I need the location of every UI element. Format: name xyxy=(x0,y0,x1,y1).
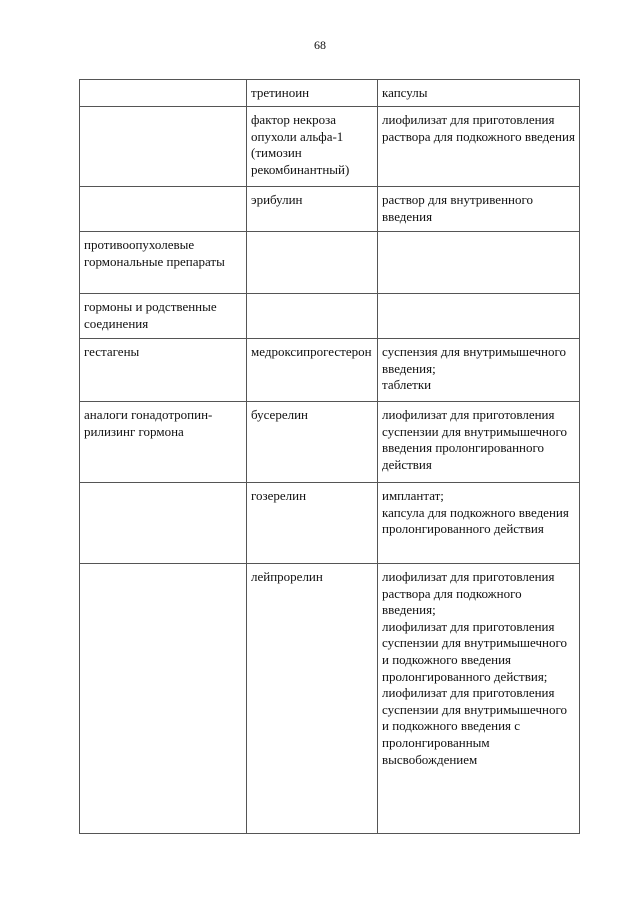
drug-cell xyxy=(247,294,378,339)
drug-cell: фактор некроза опухоли альфа-1 (тимозин рекомбинантный) xyxy=(247,107,378,187)
table-row xyxy=(80,402,580,483)
group-cell xyxy=(80,107,247,187)
page-number: 68 xyxy=(314,38,326,52)
drug-cell: лейпрорелин xyxy=(247,564,378,834)
table-row xyxy=(80,232,580,294)
drug-cell: гозерелин xyxy=(247,483,378,564)
group-cell: гормоны и родственные соединения xyxy=(80,294,247,339)
drug-cell: бусерелин xyxy=(247,402,378,483)
drug-cell: третиноин xyxy=(247,80,378,107)
form-cell: раствор для внутривенного введения xyxy=(378,187,580,232)
group-cell: гестагены xyxy=(80,339,247,402)
group-cell xyxy=(80,483,247,564)
drug-table xyxy=(79,79,580,834)
form-cell xyxy=(378,294,580,339)
drug-cell xyxy=(247,232,378,294)
group-cell: аналоги гонадотропин-рилизинг гормона xyxy=(80,402,247,483)
table-row xyxy=(80,564,580,834)
drug-cell: эрибулин xyxy=(247,187,378,232)
drug-cell: медроксипрогестерон xyxy=(247,339,378,402)
table-row xyxy=(80,339,580,402)
form-cell: суспензия для внутримышечного введения; таблетки xyxy=(378,339,580,402)
form-cell: лиофилизат для приготовления раствора для подкожного введения; лиофилизат для приготовления суспензии для внутримышечного и подкожного введения пролонгированного действия; лиофилизат для приготовления суспензии для внутримышечного и подкожного введения с пролонгированным высвобождением xyxy=(378,564,580,834)
group-cell xyxy=(80,564,247,834)
table-row xyxy=(80,483,580,564)
table-row xyxy=(80,107,580,187)
form-cell: имплантат; капсула для подкожного введения пролонгированного действия xyxy=(378,483,580,564)
form-cell: лиофилизат для приготовления раствора для подкожного введения xyxy=(378,107,580,187)
form-cell: капсулы xyxy=(378,80,580,107)
table-row xyxy=(80,80,580,107)
form-cell: лиофилизат для приготовления суспензии для внутримышечного введения пролонгированного действия xyxy=(378,402,580,483)
group-cell xyxy=(80,187,247,232)
form-cell xyxy=(378,232,580,294)
table-row xyxy=(80,187,580,232)
table-row xyxy=(80,294,580,339)
group-cell: противоопухолевые гормональные препараты xyxy=(80,232,247,294)
group-cell xyxy=(80,80,247,107)
